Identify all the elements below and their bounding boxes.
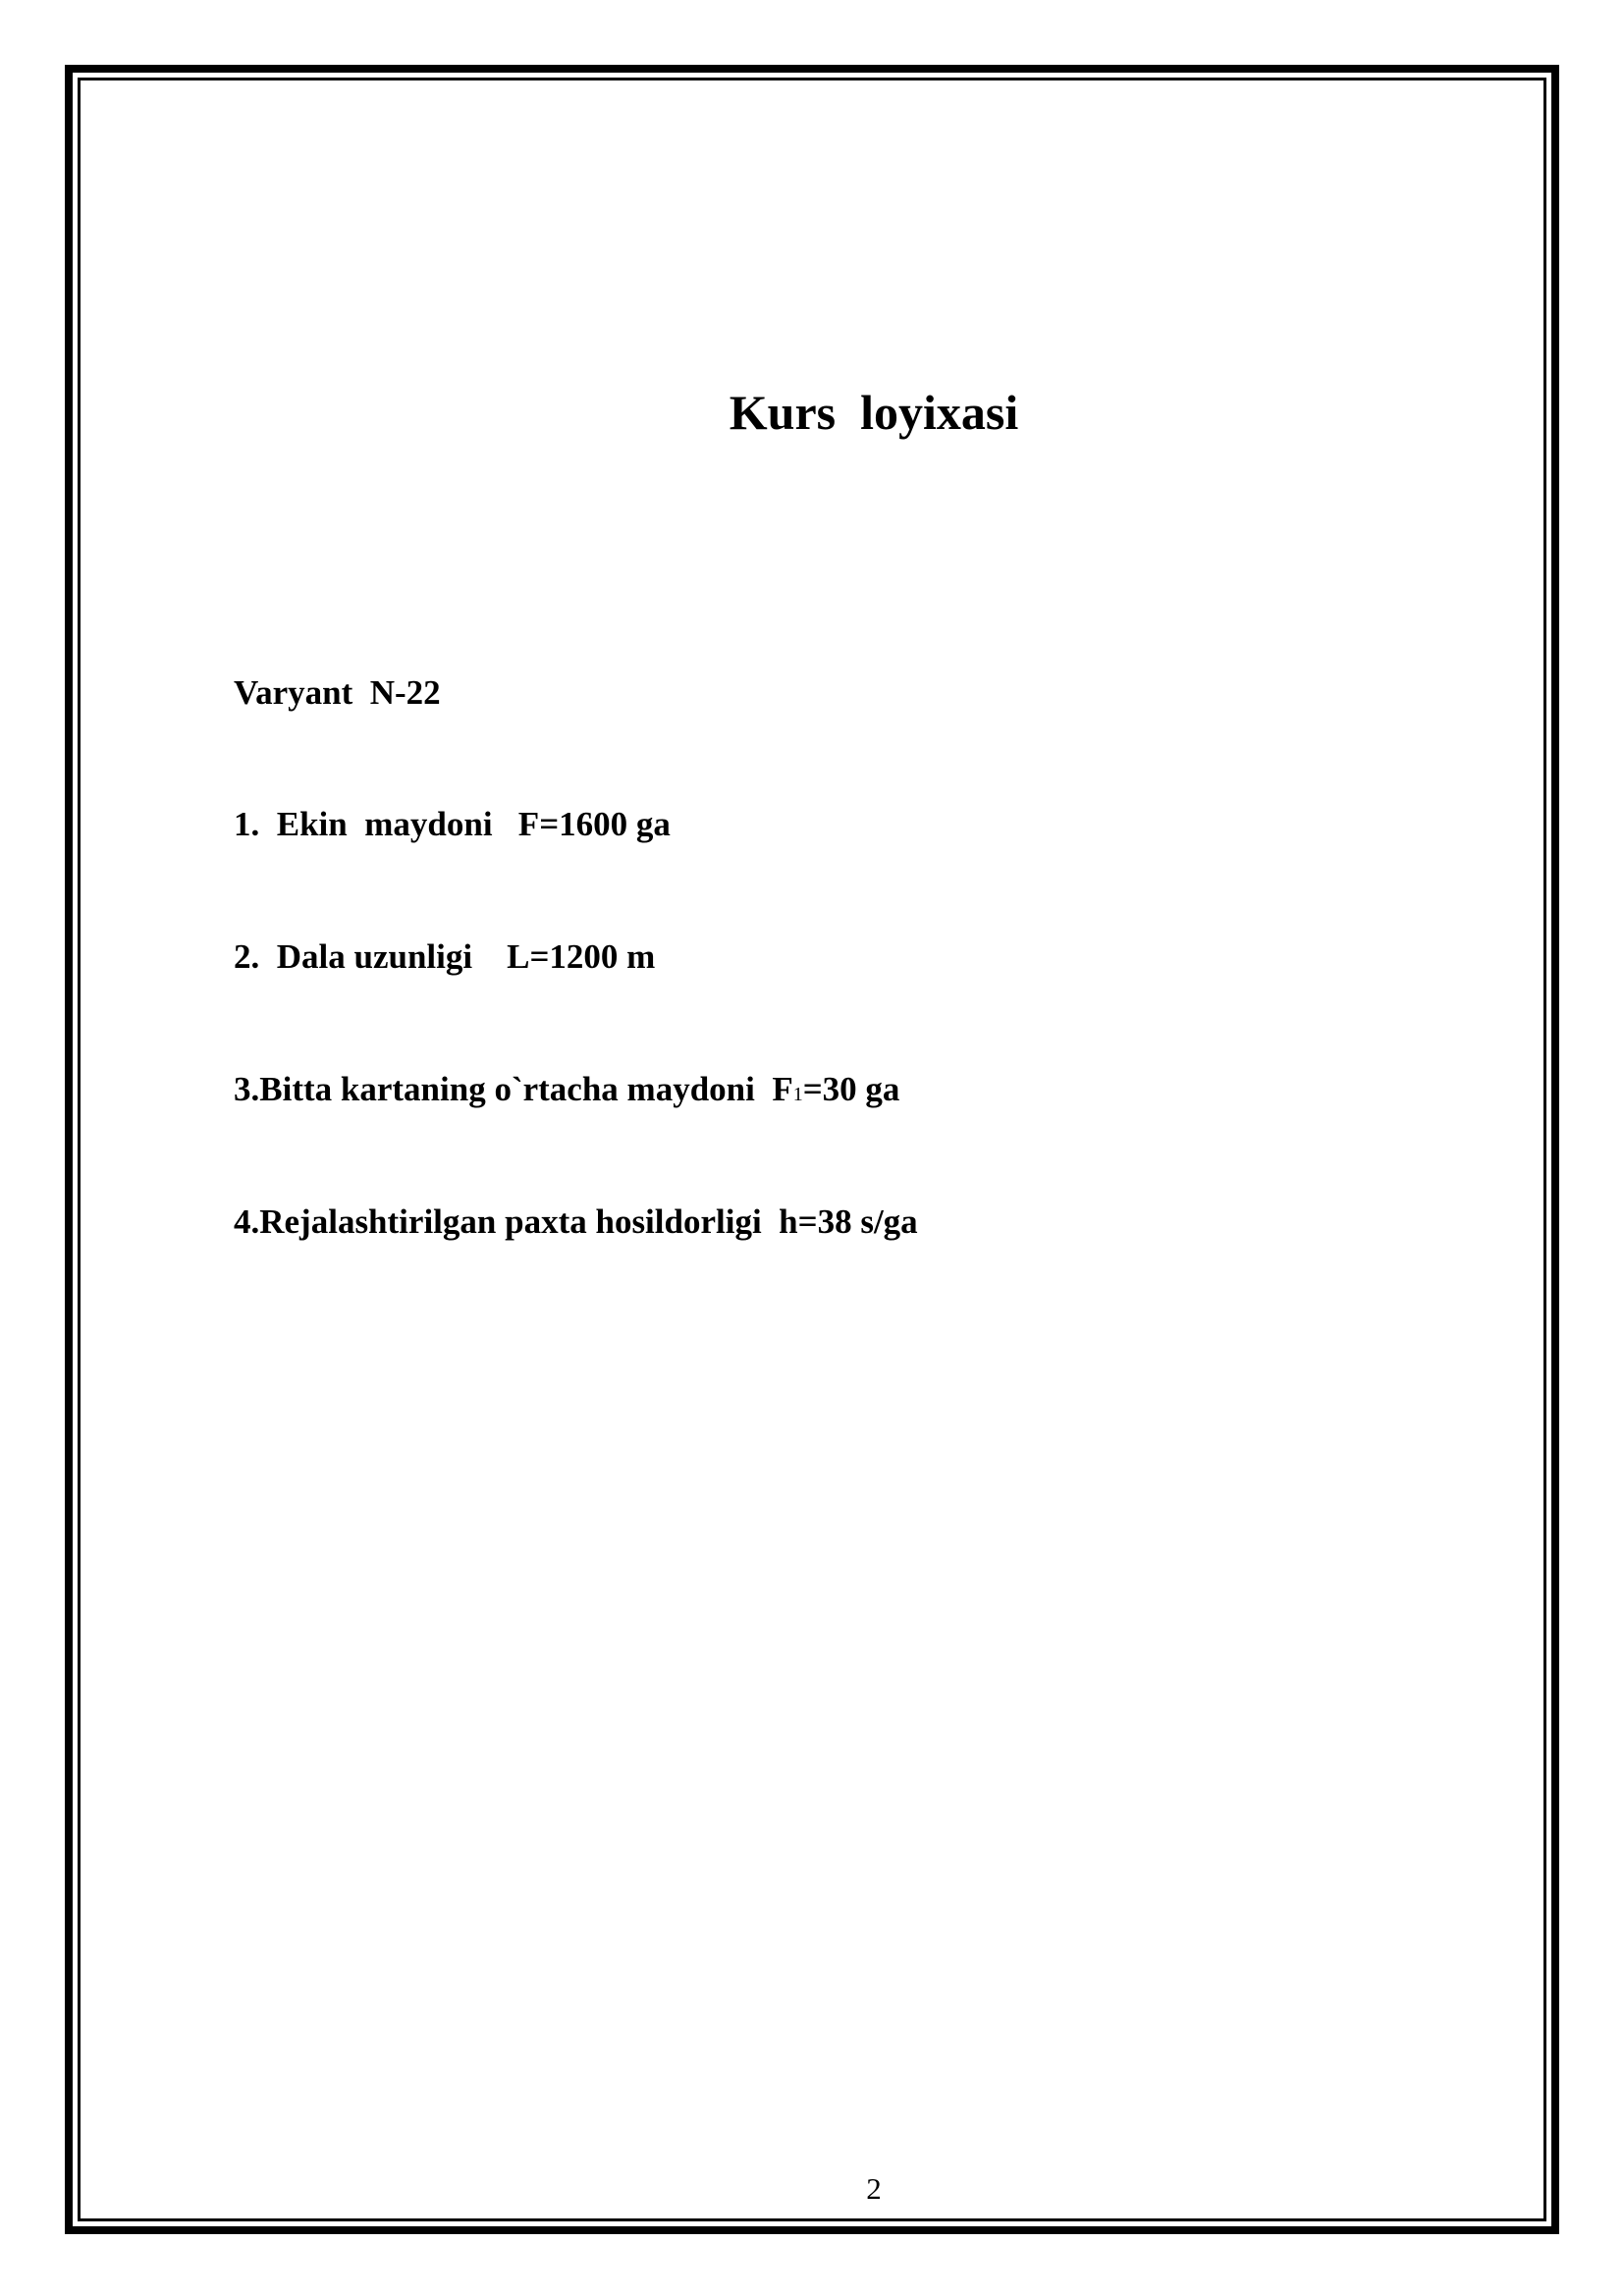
list-item-card-area — [234, 1072, 899, 1106]
list-item-field-length: 2. Dala uzunligi L=1200 m — [234, 937, 656, 976]
card-area-subscript: 1 — [792, 1084, 803, 1105]
page-number: 2 — [866, 2171, 882, 2206]
list-item-crop-area: 1. Ekin maydoni F=1600 ga — [234, 805, 671, 843]
card-area-text: 3.Bitta kartaning o`rtacha maydoni F — [234, 1070, 793, 1108]
list-item-cotton-yield: 4.Rejalashtirilgan paxta hosildorligi h=38 s/ga — [234, 1202, 918, 1241]
card-area-value: =30 ga — [802, 1070, 900, 1108]
variant-label: Varyant N-22 — [234, 673, 441, 712]
document-title: Kurs loyixasi — [729, 385, 1019, 440]
